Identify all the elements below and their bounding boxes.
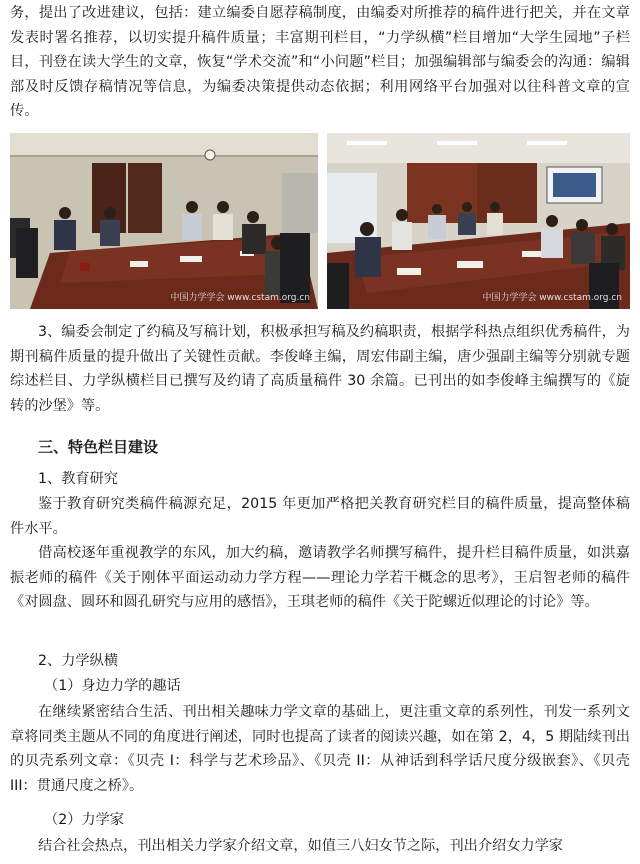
paragraph-mechanicians: 结合社会热点，刊出相关力学家介绍文章，如值三八妇女节之际，刊出介绍女力学家	[38, 838, 563, 854]
photo-watermark-right: 中国力学学会 www.cstam.org.cn	[482, 293, 622, 303]
paragraph-editorial-plan: 3、编委会制定了约稿及写稿计划，积极承担写稿及约稿职责，根据学科热点组织优秀稿件，为期刊稿件质量的提升做出了关键性贡献。李俊峰主编，周宏伟副主编，唐少强副主编等分别就专题综述栏目、力学纵横栏目已撰写及约请了高质量稿件 30 余篇。已刊出的如李俊峰主编撰写的《旋转的沙堡》等。	[10, 324, 630, 414]
paragraph-invited-articles: 借高校逐年重视教学的东风，加大约稿，邀请教学名师撰写稿件，提升栏目稿件质量，如洪嘉振老师的稿件《关于刚体平面运动动力学方程——理论力学若干概念的思考》，王启智老师的稿件《对圆盘、圆环和圆孔研究与应用的感悟》，王琪老师的稿件《关于陀螺近似理论的讨论》等。	[10, 545, 630, 610]
subheading-mechanicians: （2）力学家	[44, 812, 124, 828]
section-heading-featured-columns: 三、特色栏目建设	[38, 438, 159, 456]
photo-watermark-left: 中国力学学会 www.cstam.org.cn	[170, 293, 310, 303]
meeting-room-illustration-left	[10, 133, 318, 309]
paragraph-education-research: 鉴于教育研究类稿件稿源充足，2015 年更加严格把关教育研究栏目的稿件质量，提高整体稿件水平。	[10, 496, 630, 537]
subheading-mechanics-horizon: 2、力学纵横	[38, 653, 118, 669]
meeting-photo-right	[327, 133, 630, 309]
subheading-everyday-mechanics: （1）身边力学的趣话	[44, 678, 181, 694]
meeting-room-illustration-right	[327, 133, 630, 309]
subheading-education-research: 1、教育研究	[38, 471, 118, 487]
meeting-photo-left	[10, 133, 318, 309]
paragraph-suggestions: 务，提出了改进建议，包括：建立编委自愿荐稿制度，由编委对所推荐的稿件进行把关，并在文章发表时署名推荐，以切实提升稿件质量；丰富期刊栏目，“力学纵横”栏目增加“大学生园地”子栏目，刊登在读大学生的文章，恢复“学术交流”和“小问题”栏目；加强编辑部与编委会的沟通：编辑部及时反馈存稿情况等信息，为编委决策提供动态依据；利用网络平台加强对以往科普文章的宣传。	[10, 5, 630, 119]
paragraph-shell-series: 在继续紧密结合生活、刊出相关趣味力学文章的基础上，更注重文章的系列性，刊发一系列文章将同类主题从不同的角度进行阐述，同时也提高了读者的阅读兴趣，如在第 2，4，5 期陆续刊出的贝壳系列文章：《贝壳 I：科学与艺术珍品》、《贝壳 II：从神话到科学话尺度分级嵌套》、《贝壳 III：贯通尺度之桥》。	[10, 704, 630, 794]
